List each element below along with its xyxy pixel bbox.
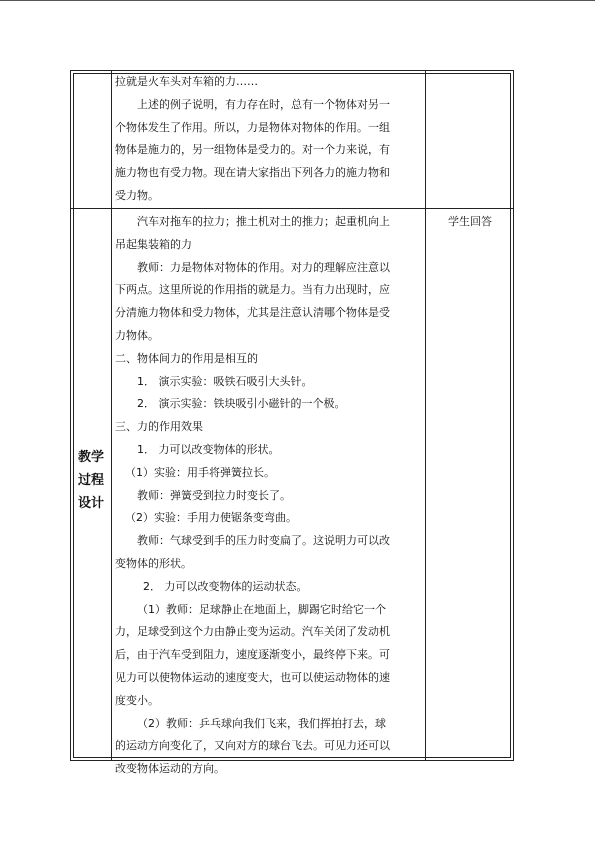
text-line: 1． 演示实验：吸铁石吸引大头针。 <box>137 374 313 388</box>
text-line: 物体是施力的，另一组物体是受力的。对一个力来说，有 <box>115 143 390 157</box>
section-heading: 三、力的作用效果 <box>115 420 203 434</box>
section-label-line: 过程 <box>77 473 104 488</box>
text-line: （2）实验：手用力使锯条变弯曲。 <box>125 511 297 525</box>
text-line: 下两点。这里所说的作用指的就是力。当有力出现时，应 <box>115 283 390 297</box>
section-heading: 二、物体间力的作用是相互的 <box>115 351 258 365</box>
text-line: 受力物。 <box>115 188 159 202</box>
text-line: 力物体。 <box>115 328 159 342</box>
section-label-line: 教学 <box>77 450 104 465</box>
page-top-rule <box>0 0 595 1</box>
column-divider-right <box>425 71 426 760</box>
text-line: 的运动方向变化了，又向对方的球台飞去。可见力还可以 <box>115 739 390 753</box>
lesson-table <box>70 70 514 776</box>
row1-content <box>115 71 421 208</box>
text-line: （1）教师：足球静止在地面上，脚踢它时给它一个 <box>137 602 386 616</box>
text-line: 见力可以使物体运动的速度变大，也可以使运动物体的速 <box>115 670 390 684</box>
text-line: 改变物体运动的方向。 <box>115 762 225 776</box>
text-line: 后，由于汽车受到阻力，速度逐渐变小，最终停下来。可 <box>115 648 390 662</box>
text-line: （1）实验：用手将弹簧拉长。 <box>125 465 275 479</box>
text-line: 力，足球受到这个力由静止变为运动。汽车关闭了发动机 <box>115 625 390 639</box>
text-line: 吊起集装箱的力 <box>115 237 192 251</box>
text-line: 拉就是火车头对车箱的力…… <box>115 75 258 88</box>
text-line: 教师：弹簧受到拉力时变长了。 <box>137 488 291 502</box>
text-line: 2． 力可以改变物体的运动状态。 <box>143 579 308 593</box>
student-response-note: 学生回答 <box>448 215 492 228</box>
text-line: 变物体的形状。 <box>115 556 192 570</box>
section-label-line: 设计 <box>77 496 104 511</box>
text-line: 上述的例子说明，有力存在时，总有一个物体对另一 <box>137 97 390 111</box>
text-line: 分清施力物体和受力物体，尤其是注意认清哪个物体是受 <box>115 306 390 320</box>
row2-content <box>115 211 421 781</box>
text-line: 度变小。 <box>115 693 159 707</box>
text-line: （2）教师：乒乓球向我们飞来，我们挥拍打去，球 <box>137 716 386 730</box>
text-line: 个物体发生了作用。所以，力是物体对物体的作用。一组 <box>115 120 390 134</box>
section-label <box>71 446 111 515</box>
text-line: 教师：气球受到手的压力时变扁了。这说明力可以改 <box>137 534 390 548</box>
column-divider-left <box>111 71 112 760</box>
text-line: 施力物也有受力物。现在请大家指出下列各力的施力物和 <box>115 166 390 180</box>
text-line: 汽车对拖车的拉力；推土机对土的推力；起重机向上 <box>137 215 390 228</box>
text-line: 1． 力可以改变物体的形状。 <box>137 442 280 456</box>
text-line: 教师：力是物体对物体的作用。对力的理解应注意以 <box>137 260 390 274</box>
text-line: 2． 演示实验：铁块吸引小磁针的一个极。 <box>137 397 346 411</box>
row-divider <box>71 208 513 209</box>
